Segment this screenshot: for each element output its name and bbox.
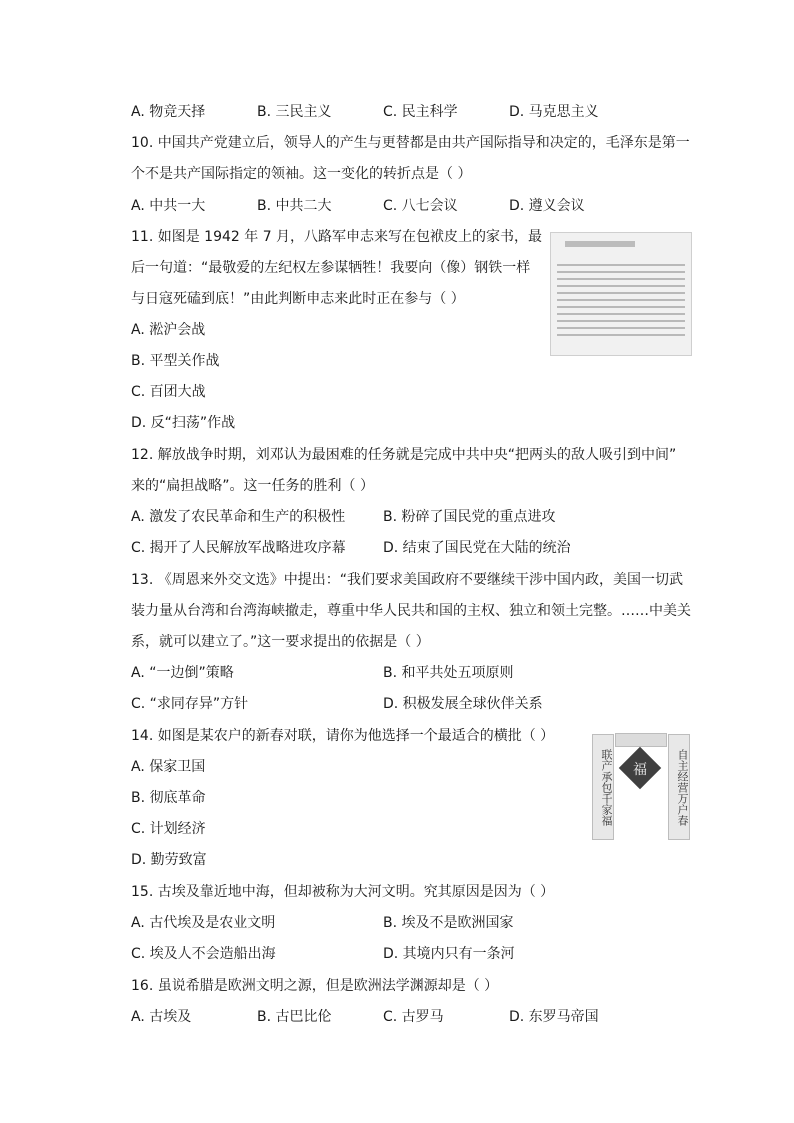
q12-option-b: B. 粉碎了国民党的重点进攻 — [383, 509, 556, 525]
q16-option-a: A. 古埃及 — [131, 1009, 192, 1025]
q15-option-b: B. 埃及不是欧洲国家 — [383, 915, 514, 931]
q11-option-a: A. 淞沪会战 — [131, 322, 206, 338]
q10-option-b: B. 中共二大 — [257, 198, 332, 214]
q16-option-b: B. 古巴比伦 — [257, 1009, 332, 1025]
q15-option-d: D. 其境内只有一条河 — [383, 946, 515, 962]
q15-stem-line1: 15. 古埃及靠近地中海，但却被称为大河文明。究其原因是因为（ ） — [131, 884, 555, 900]
q9-option-c: C. 民主科学 — [383, 104, 458, 120]
q14-option-c: C. 计划经济 — [131, 821, 206, 837]
q10-stem-line1: 10. 中国共产党建立后，领导人的产生与更替都是由共产国际指导和决定的，毛泽东是第一 — [131, 135, 690, 151]
q9-option-a: A. 物竞天择 — [131, 104, 206, 120]
q13-option-c: C. “求同存异”方针 — [131, 696, 249, 712]
q9-option-b: B. 三民主义 — [257, 104, 332, 120]
q11-stem-line2: 后一句道：“最敬爱的左纪权左参谋牺牲！我要向（像）钢铁一样 — [131, 260, 531, 276]
q14-option-b: B. 彻底革命 — [131, 790, 206, 806]
q10-stem-line2: 个不是共产国际指定的领袖。这一变化的转折点是（ ） — [131, 166, 472, 182]
q12-option-d: D. 结束了国民党在大陆的统治 — [383, 540, 571, 556]
q9-option-d: D. 马克思主义 — [509, 104, 599, 120]
q15-option-c: C. 埃及人不会造船出海 — [131, 946, 276, 962]
q12-option-a: A. 激发了农民革命和生产的积极性 — [131, 509, 346, 525]
q10-option-a: A. 中共一大 — [131, 198, 206, 214]
couplet-right-scroll: 自主经营万户春 — [668, 734, 690, 840]
q11-option-d: D. 反“扫荡”作战 — [131, 415, 236, 431]
q13-option-b: B. 和平共处五项原则 — [383, 665, 514, 681]
q15-option-a: A. 古代埃及是农业文明 — [131, 915, 276, 931]
q14-stem-line1: 14. 如图是某农户的新春对联，请你为他选择一个最适合的横批（ ） — [131, 728, 555, 744]
q11-option-b: B. 平型关作战 — [131, 353, 220, 369]
q12-option-c: C. 揭开了人民解放军战略进攻序幕 — [131, 540, 346, 556]
couplet-left-scroll: 联产承包千家福 — [592, 734, 614, 840]
q12-stem-line1: 12. 解放战争时期，刘邓认为最困难的任务就是完成中共中央“把两头的敌人吸引到中间” — [131, 447, 677, 463]
q14-option-d: D. 勤劳致富 — [131, 852, 207, 868]
q13-stem-line2: 装力量从台湾和台湾海峡撤走，尊重中华人民共和国的主权、独立和领土完整。……中美关 — [131, 603, 691, 619]
q13-stem-line3: 系，就可以建立了。”这一要求提出的依据是（ ） — [131, 634, 430, 650]
q16-stem-line1: 16. 虽说希腊是欧洲文明之源，但是欧洲法学渊源却是（ ） — [131, 978, 499, 994]
q14-option-a: A. 保家卫国 — [131, 759, 206, 775]
q11-stem-line1: 11. 如图是 1942 年 7 月，八路军申志来写在包袱皮上的家书，最 — [131, 229, 543, 245]
q13-stem-line1: 13. 《周恩来外交文选》中提出：“我们要求美国政府不要继续干涉中国内政，美国一切武 — [131, 572, 683, 588]
q16-option-c: C. 古罗马 — [383, 1009, 444, 1025]
q16-option-d: D. 东罗马帝国 — [509, 1009, 599, 1025]
q13-option-d: D. 积极发展全球伙伴关系 — [383, 696, 543, 712]
q11-stem-line3: 与日寇死磕到底！”由此判断申志来此时正在参与（ ） — [131, 291, 465, 307]
q10-option-c: C. 八七会议 — [383, 198, 458, 214]
q11-option-c: C. 百团大战 — [131, 384, 206, 400]
q13-option-a: A. “一边倒”策略 — [131, 665, 234, 681]
q12-stem-line2: 来的“扁担战略”。这一任务的胜利（ ） — [131, 478, 374, 494]
couplet-top-banner — [615, 733, 667, 747]
fu-character: 福 — [633, 762, 647, 778]
q10-option-d: D. 遵义会议 — [509, 198, 585, 214]
family-letter-image — [550, 232, 692, 356]
